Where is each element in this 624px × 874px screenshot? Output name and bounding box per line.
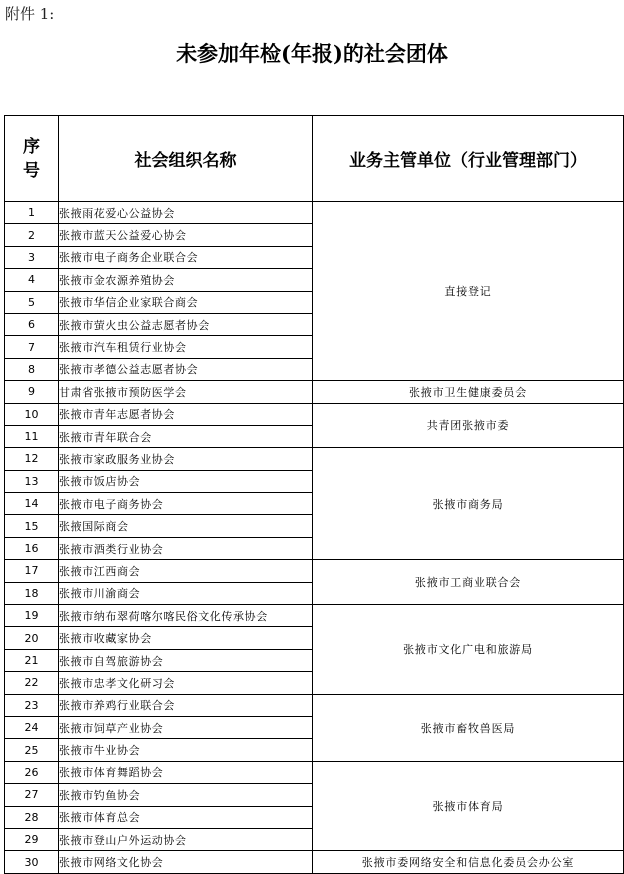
table-row bbox=[5, 448, 624, 470]
org-name: 张掖雨花爱心公益协会 bbox=[59, 202, 313, 224]
row-seq: 9 bbox=[5, 381, 59, 403]
org-name: 张掖市收藏家协会 bbox=[59, 627, 313, 649]
org-name: 张掖市纳布翠荷喀尔喀民俗文化传承协会 bbox=[59, 605, 313, 627]
org-name: 甘肃省张掖市预防医学会 bbox=[59, 381, 313, 403]
row-seq: 3 bbox=[5, 246, 59, 268]
org-name: 张掖市汽车租赁行业协会 bbox=[59, 336, 313, 358]
seq-header-line-1: 序 bbox=[23, 136, 40, 157]
seq-header-line-2: 号 bbox=[23, 160, 40, 181]
row-seq: 26 bbox=[5, 761, 59, 783]
org-name: 张掖市青年志愿者协会 bbox=[59, 403, 313, 425]
supervising-dept: 张掖市文化广电和旅游局 bbox=[313, 605, 624, 695]
org-name: 张掖市饲草产业协会 bbox=[59, 716, 313, 738]
row-seq: 12 bbox=[5, 448, 59, 470]
org-name: 张掖市体育总会 bbox=[59, 806, 313, 828]
document-title: 未参加年检(年报)的社会团体 bbox=[176, 41, 448, 66]
row-seq: 16 bbox=[5, 537, 59, 559]
org-name: 张掖市钓鱼协会 bbox=[59, 784, 313, 806]
supervising-dept: 张掖市委网络安全和信息化委员会办公室 bbox=[313, 851, 624, 873]
row-seq: 22 bbox=[5, 672, 59, 694]
row-seq: 21 bbox=[5, 649, 59, 671]
row-seq: 15 bbox=[5, 515, 59, 537]
name-header: 社会组织名称 bbox=[59, 116, 313, 202]
row-seq: 17 bbox=[5, 560, 59, 582]
supervising-dept: 张掖市畜牧兽医局 bbox=[313, 694, 624, 761]
org-name: 张掖市萤火虫公益志愿者协会 bbox=[59, 313, 313, 335]
row-seq: 30 bbox=[5, 851, 59, 873]
org-name: 张掖市养鸡行业联合会 bbox=[59, 694, 313, 716]
org-name: 张掖市体育舞蹈协会 bbox=[59, 761, 313, 783]
row-seq: 8 bbox=[5, 358, 59, 380]
org-name: 张掖市蓝天公益爱心协会 bbox=[59, 224, 313, 246]
org-name: 张掖市登山户外运动协会 bbox=[59, 828, 313, 850]
org-name: 张掖市华信企业家联合商会 bbox=[59, 291, 313, 313]
supervising-dept: 张掖市卫生健康委员会 bbox=[313, 381, 624, 403]
table-row bbox=[5, 560, 624, 582]
row-seq: 10 bbox=[5, 403, 59, 425]
organization-table bbox=[4, 115, 624, 874]
seq-header bbox=[5, 116, 59, 202]
row-seq: 23 bbox=[5, 694, 59, 716]
dept-header: 业务主管单位（行业管理部门） bbox=[313, 116, 624, 202]
supervising-dept: 直接登记 bbox=[313, 202, 624, 381]
row-seq: 14 bbox=[5, 493, 59, 515]
row-seq: 20 bbox=[5, 627, 59, 649]
table-row bbox=[5, 403, 624, 425]
supervising-dept: 张掖市体育局 bbox=[313, 761, 624, 851]
row-seq: 29 bbox=[5, 828, 59, 850]
org-name: 张掖市酒类行业协会 bbox=[59, 537, 313, 559]
org-name: 张掖国际商会 bbox=[59, 515, 313, 537]
table-body bbox=[5, 202, 624, 874]
row-seq: 4 bbox=[5, 269, 59, 291]
table-row bbox=[5, 694, 624, 716]
org-name: 张掖市忠孝文化研习会 bbox=[59, 672, 313, 694]
row-seq: 6 bbox=[5, 313, 59, 335]
attachment-label: 附件 1: bbox=[5, 5, 55, 23]
row-seq: 5 bbox=[5, 291, 59, 313]
org-name: 张掖市金农源养殖协会 bbox=[59, 269, 313, 291]
org-name: 张掖市川渝商会 bbox=[59, 582, 313, 604]
org-name: 张掖市江西商会 bbox=[59, 560, 313, 582]
org-name: 张掖市饭店协会 bbox=[59, 470, 313, 492]
table-row bbox=[5, 761, 624, 783]
row-seq: 24 bbox=[5, 716, 59, 738]
row-seq: 2 bbox=[5, 224, 59, 246]
row-seq: 7 bbox=[5, 336, 59, 358]
row-seq: 19 bbox=[5, 605, 59, 627]
table-row bbox=[5, 605, 624, 627]
table-header-row bbox=[5, 116, 624, 202]
org-name: 张掖市孝德公益志愿者协会 bbox=[59, 358, 313, 380]
org-name: 张掖市电子商务企业联合会 bbox=[59, 246, 313, 268]
row-seq: 18 bbox=[5, 582, 59, 604]
org-name: 张掖市自驾旅游协会 bbox=[59, 649, 313, 671]
supervising-dept: 共青团张掖市委 bbox=[313, 403, 624, 448]
table-row bbox=[5, 381, 624, 403]
org-name: 张掖市青年联合会 bbox=[59, 425, 313, 447]
table-row bbox=[5, 202, 624, 224]
row-seq: 11 bbox=[5, 425, 59, 447]
row-seq: 13 bbox=[5, 470, 59, 492]
org-name: 张掖市电子商务协会 bbox=[59, 493, 313, 515]
row-seq: 25 bbox=[5, 739, 59, 761]
org-name: 张掖市网络文化协会 bbox=[59, 851, 313, 873]
row-seq: 27 bbox=[5, 784, 59, 806]
row-seq: 1 bbox=[5, 202, 59, 224]
org-name: 张掖市家政服务业协会 bbox=[59, 448, 313, 470]
table-row bbox=[5, 851, 624, 873]
supervising-dept: 张掖市商务局 bbox=[313, 448, 624, 560]
supervising-dept: 张掖市工商业联合会 bbox=[313, 560, 624, 605]
row-seq: 28 bbox=[5, 806, 59, 828]
org-name: 张掖市牛业协会 bbox=[59, 739, 313, 761]
